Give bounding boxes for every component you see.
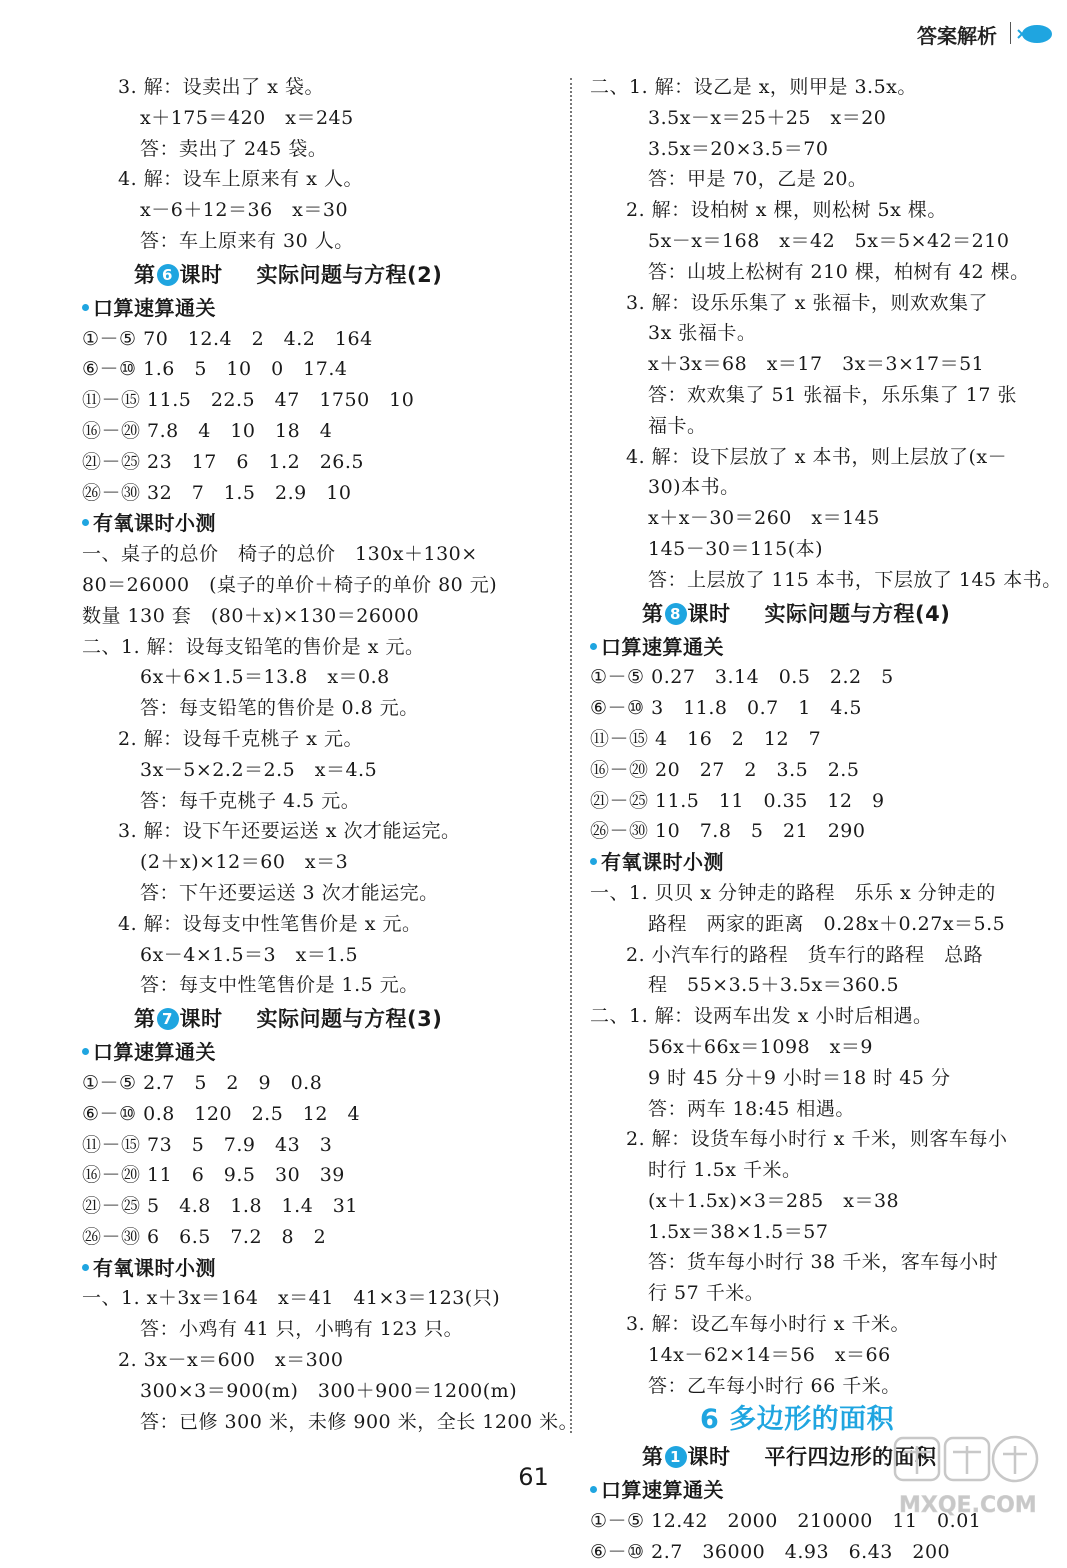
bullet-dot-icon bbox=[82, 519, 89, 526]
answer-line: 1.5x＝38×1.5＝57 bbox=[648, 1220, 829, 1243]
answer-line: 56x＋66x＝1098 x＝9 bbox=[648, 1035, 873, 1058]
answer-line: 答：小鸡有 41 只，小鸭有 123 只。 bbox=[140, 1318, 464, 1341]
answer-line: 145－30＝115(本) bbox=[648, 537, 824, 560]
answer-line: 一、桌子的总价 椅子的总价 130x＋130× bbox=[82, 543, 478, 566]
answer-line: ⑯－⑳ 20 27 2 3.5 2.5 bbox=[590, 758, 860, 781]
section-title: 口算速算通关 bbox=[93, 1040, 216, 1065]
bullet-dot-icon bbox=[82, 1264, 89, 1271]
answer-line: 答：已修 300 米，未修 900 米，全长 1200 米。 bbox=[140, 1410, 579, 1433]
answer-line: 3x－5×2.2＝2.5 x＝4.5 bbox=[140, 758, 378, 781]
lesson-prefix: 第 bbox=[134, 262, 156, 287]
lesson-topic: 实际问题与方程(3) bbox=[256, 1007, 443, 1032]
lesson-number-badge: 8 bbox=[665, 603, 687, 625]
lesson-suffix: 课时 bbox=[687, 1445, 731, 1470]
answer-line: ⑯－⑳ 11 6 9.5 30 39 bbox=[82, 1164, 345, 1187]
answer-line: 3. 解：设乐乐集了 x 张福卡，则欢欢集了 bbox=[626, 291, 988, 314]
section-title: 有氧课时小测 bbox=[93, 1255, 216, 1280]
bullet-dot-icon bbox=[590, 643, 597, 650]
answer-line: ㉑－㉕ 23 17 6 1.2 26.5 bbox=[82, 450, 365, 473]
answer-line: 300×3＝900(m) 300＋900＝1200(m) bbox=[140, 1379, 518, 1402]
answer-line: 时行 1.5x 千米。 bbox=[648, 1159, 802, 1182]
lesson-number-badge: 6 bbox=[157, 264, 179, 286]
answer-line: 答：上层放了 115 本书，下层放了 145 本书。 bbox=[648, 568, 1062, 591]
answer-line: 二、1. 解：设每支铅笔的售价是 x 元。 bbox=[82, 635, 425, 658]
lesson-prefix: 第 bbox=[642, 1445, 664, 1470]
answer-line: 2. 解：设货车每小时行 x 千米，则客车每小 bbox=[626, 1128, 1008, 1151]
answer-line: 答：下午还要运送 3 次才能运完。 bbox=[140, 881, 439, 904]
section-heading bbox=[590, 847, 1060, 878]
lesson-topic: 平行四边形的面积 bbox=[764, 1445, 937, 1470]
answer-line: 数量 130 套 (80＋x)×130＝26000 bbox=[82, 604, 420, 627]
answer-line: 二、1. 解：设两车出发 x 小时后相遇。 bbox=[590, 1005, 933, 1028]
answer-line: 4. 解：设每支中性笔售价是 x 元。 bbox=[118, 912, 422, 935]
answer-line: ①－⑤ 70 12.4 2 4.2 164 bbox=[82, 327, 373, 350]
answer-line: 3.5x＝20×3.5＝70 bbox=[648, 137, 829, 160]
answer-line: 30)本书。 bbox=[648, 476, 740, 499]
answer-line: 答：山坡上松树有 210 棵，柏树有 42 棵。 bbox=[648, 260, 1030, 283]
answer-line: 80＝26000 (桌子的单价＋椅子的单价 80 元) bbox=[82, 573, 498, 596]
section-heading bbox=[82, 508, 560, 539]
answer-line: ⑪－⑮ 11.5 22.5 47 1750 10 bbox=[82, 389, 415, 412]
lesson-topic: 实际问题与方程(4) bbox=[764, 601, 951, 626]
answer-line: 答：两车 18:45 相遇。 bbox=[648, 1097, 855, 1120]
chapter-title: 6 多边形的面积 bbox=[700, 1404, 895, 1436]
answer-line: 2. 3x－x＝600 x＝300 bbox=[118, 1349, 344, 1372]
answer-line: ⑪－⑮ 73 5 7.9 43 3 bbox=[82, 1133, 333, 1156]
answer-line: 14x－62×14＝56 x＝66 bbox=[648, 1343, 891, 1366]
answer-line: ①－⑤ 12.42 2000 210000 11 0.01 bbox=[590, 1510, 982, 1533]
lesson-heading bbox=[82, 1001, 560, 1037]
lesson-suffix: 课时 bbox=[179, 262, 223, 287]
answer-line: 3x 张福卡。 bbox=[648, 322, 757, 345]
lesson-suffix: 课时 bbox=[179, 1007, 223, 1032]
answer-line: 答：乙车每小时行 66 千米。 bbox=[648, 1374, 901, 1397]
answer-line: ①－⑤ 0.27 3.14 0.5 2.2 5 bbox=[590, 666, 894, 689]
header-separator bbox=[1010, 22, 1011, 44]
answer-line: ⑪－⑮ 4 16 2 12 7 bbox=[590, 727, 822, 750]
section-title: 口算速算通关 bbox=[601, 634, 724, 659]
answer-line: ㉑－㉕ 5 4.8 1.8 1.4 31 bbox=[82, 1195, 358, 1218]
answer-line: ㉖－㉚ 32 7 1.5 2.9 10 bbox=[82, 481, 352, 504]
answer-line: (2＋x)×12＝60 x＝3 bbox=[140, 851, 349, 874]
answer-line: 答：每千克桃子 4.5 元。 bbox=[140, 789, 361, 812]
left-column bbox=[82, 72, 579, 1437]
lesson-prefix: 第 bbox=[134, 1007, 156, 1032]
right-column bbox=[590, 72, 1060, 1568]
answer-line: 答：货车每小时行 38 千米，客车每小时 bbox=[648, 1251, 999, 1274]
header-decoration-icon bbox=[1015, 24, 1053, 44]
answer-line: 福卡。 bbox=[648, 414, 707, 437]
bullet-dot-icon bbox=[82, 1048, 89, 1055]
answer-line: 程 55×3.5＋3.5x＝360.5 bbox=[648, 974, 900, 997]
answer-line: 9 时 45 分＋9 小时＝18 时 45 分 bbox=[648, 1066, 951, 1089]
answer-line: ⑯－⑳ 7.8 4 10 18 4 bbox=[82, 419, 333, 442]
answer-line: 2. 小汽车行的路程 货车行的路程 总路 bbox=[626, 943, 984, 966]
answer-line: ⑥－⑩ 2.7 36000 4.93 6.43 200 bbox=[590, 1541, 951, 1564]
section-heading bbox=[82, 1253, 560, 1284]
answer-line: ⑥－⑩ 0.8 120 2.5 12 4 bbox=[82, 1102, 361, 1125]
answer-line: 一、1. x＋3x＝164 x＝41 41×3＝123(只) bbox=[82, 1287, 501, 1310]
answer-line: 行 57 千米。 bbox=[648, 1282, 765, 1305]
answer-line: 3.5x－x＝25＋25 x＝20 bbox=[648, 106, 887, 129]
header-label: 答案解析 bbox=[917, 24, 997, 48]
answer-line: 二、1. 解：设乙是 x，则甲是 3.5x。 bbox=[590, 76, 917, 98]
answer-line: ㉖－㉚ 6 6.5 7.2 8 2 bbox=[82, 1225, 327, 1248]
page-number: 61 bbox=[518, 1463, 549, 1491]
watermark-logo bbox=[887, 1432, 1047, 1522]
answer-line: 2. 解：设每千克桃子 x 元。 bbox=[118, 727, 363, 750]
answer-line: 4. 解：设下层放了 x 本书，则上层放了(x－ bbox=[626, 445, 1008, 468]
column-divider bbox=[570, 78, 572, 1433]
lesson-topic: 实际问题与方程(2) bbox=[256, 262, 443, 287]
lesson-number-badge: 1 bbox=[665, 1446, 687, 1468]
answer-line: 4. 解：设车上原来有 x 人。 bbox=[118, 168, 363, 191]
lesson-number-badge: 7 bbox=[157, 1008, 179, 1030]
answer-line: (x＋1.5x)×3＝285 x＝38 bbox=[648, 1189, 900, 1212]
answer-line: x＋175＝420 x＝245 bbox=[140, 106, 354, 129]
lesson-heading bbox=[82, 257, 560, 293]
answer-line: ①－⑤ 2.7 5 2 9 0.8 bbox=[82, 1071, 323, 1094]
answer-line: 3. 解：设卖出了 x 袋。 bbox=[118, 76, 324, 98]
answer-line: 3. 解：设下午还要运送 x 次才能运完。 bbox=[118, 820, 461, 843]
section-title: 有氧课时小测 bbox=[93, 511, 216, 536]
answer-line: 5x－x＝168 x＝42 5x＝5×42＝210 bbox=[648, 229, 1010, 252]
answer-line: ㉑－㉕ 11.5 11 0.35 12 9 bbox=[590, 789, 885, 812]
answer-line: 答：甲是 70，乙是 20。 bbox=[648, 168, 868, 191]
answer-line: 2. 解：设柏树 x 棵，则松树 5x 棵。 bbox=[626, 199, 947, 222]
answer-line: 答：每支铅笔的售价是 0.8 元。 bbox=[140, 697, 419, 720]
bullet-dot-icon bbox=[82, 304, 89, 311]
answer-line: x＋x－30＝260 x＝145 bbox=[648, 507, 880, 530]
lesson-heading bbox=[590, 596, 1060, 632]
section-heading bbox=[82, 293, 560, 324]
section-title: 有氧课时小测 bbox=[601, 850, 724, 875]
answer-line: ㉖－㉚ 10 7.8 5 21 290 bbox=[590, 820, 866, 843]
section-heading bbox=[82, 1037, 560, 1068]
lesson-prefix: 第 bbox=[642, 601, 664, 626]
svg-text:MXQE.COM: MXQE.COM bbox=[899, 1493, 1037, 1518]
answer-line: 答：每支中性笔售价是 1.5 元。 bbox=[140, 974, 419, 997]
answer-line: 答：卖出了 245 袋。 bbox=[140, 137, 328, 160]
answer-line: x－6＋12＝36 x＝30 bbox=[140, 199, 349, 222]
section-title: 口算速算通关 bbox=[601, 1478, 724, 1503]
answer-line: 答：车上原来有 30 人。 bbox=[140, 229, 354, 252]
lesson-suffix: 课时 bbox=[687, 601, 731, 626]
section-heading bbox=[590, 632, 1060, 663]
answer-line: ⑥－⑩ 3 11.8 0.7 1 4.5 bbox=[590, 697, 863, 720]
answer-line: 3. 解：设乙车每小时行 x 千米。 bbox=[626, 1313, 910, 1336]
answer-line: 6x＋6×1.5＝13.8 x＝0.8 bbox=[140, 666, 390, 689]
answer-line: 一、1. 贝贝 x 分钟走的路程 乐乐 x 分钟走的 bbox=[590, 881, 996, 904]
bullet-dot-icon bbox=[590, 858, 597, 865]
answer-line: 6x－4×1.5＝3 x＝1.5 bbox=[140, 943, 359, 966]
section-title: 口算速算通关 bbox=[93, 295, 216, 320]
answer-line: x＋3x＝68 x＝17 3x＝3×17＝51 bbox=[648, 353, 985, 376]
answer-line: ⑥－⑩ 1.6 5 10 0 17.4 bbox=[82, 358, 348, 381]
answer-line: 路程 两家的距离 0.28x＋0.27x＝5.5 bbox=[648, 912, 1006, 935]
answer-line: 答：欢欢集了 51 张福卡，乐乐集了 17 张 bbox=[648, 383, 1018, 406]
